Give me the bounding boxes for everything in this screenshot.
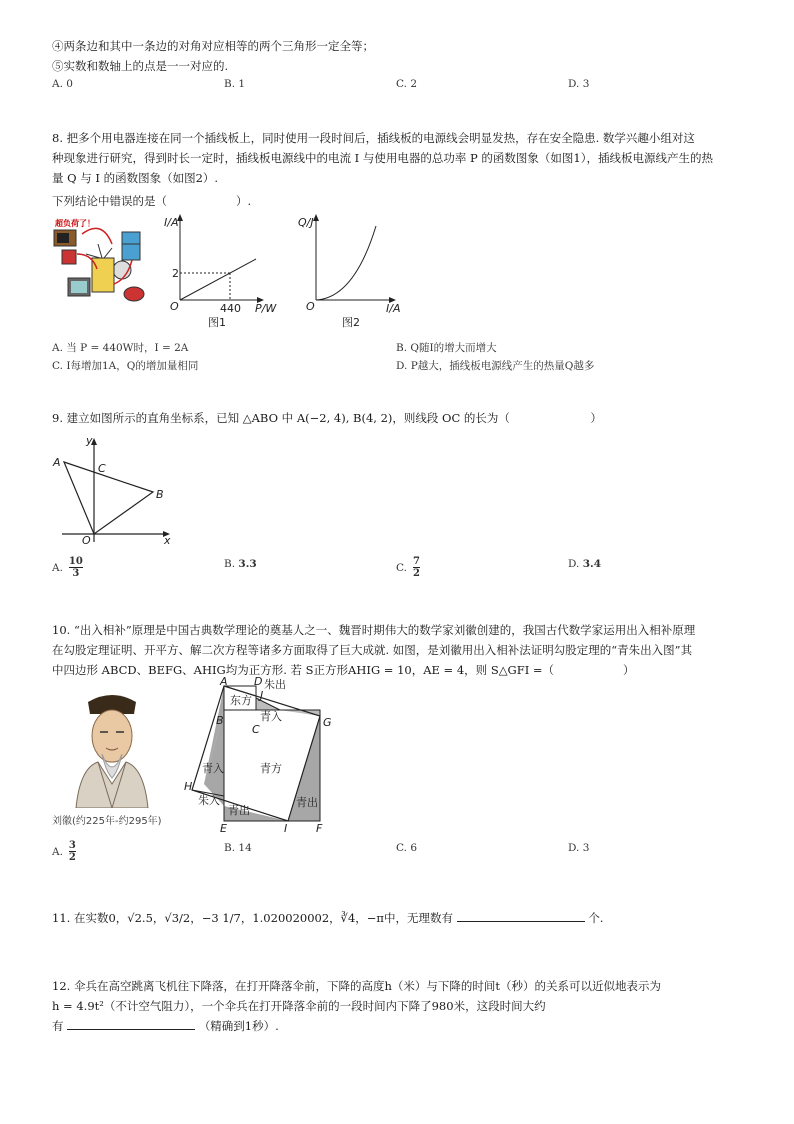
- q9-label-y: y: [86, 434, 93, 447]
- fig1-tick-y: 2: [172, 267, 179, 280]
- q10-stem-line3: 中四边形 ABCD、BEFG、AHIG均为正方形. 若 S正方形AHIG = 10，AE = 4，则 S△GFI =（ ）: [52, 663, 635, 677]
- q8-stem-line4: 下列结论中错误的是（ ）.: [52, 194, 252, 208]
- label-qingru-top: 青入: [260, 710, 282, 723]
- q8-figure-1: [160, 212, 285, 330]
- q9-stem: 9. 建立如图所示的直角坐标系，已知 △ABO 中 A(−2, 4), B(4, 2)，则线段 OC 的长为（ ）: [52, 411, 602, 425]
- qing-zhu-figure: [180, 676, 340, 834]
- q8-stem-line3: 量 Q 与 I 的函数图象（如图2）.: [52, 171, 219, 185]
- q10-stem-line2: 在勾股定理证明、开平方、解二次方程等诸多方面取得了巨大成就. 如图，是刘徽用出入相补法证明勾股定理的“青朱出入图”其: [52, 643, 693, 657]
- label-zhuchu: 朱出: [264, 678, 286, 691]
- q7-option-a: A. 0: [52, 78, 73, 90]
- q10-option-d: D. 3: [568, 842, 590, 854]
- q8-figure-2: [296, 212, 416, 330]
- overload-cartoon: [52, 214, 152, 310]
- q11-stem: 11. 在实数0，√2.5，√3/2，−3 1/7，1.020020002，∛4，−π中，无理数有 个.: [52, 911, 604, 925]
- q8-stem-line2: 种现象进行研究，得到时长一定时，插线板电源线中的电流 I 与使用电器的总功率 P 的函数图象（如图1），插线板电源线产生的热: [52, 151, 713, 165]
- label-a: A: [220, 676, 228, 688]
- q9-option-c: C. $\frac{7}{2}$: [396, 556, 420, 579]
- label-c: C: [252, 723, 260, 736]
- label-g: G: [323, 716, 332, 729]
- label-j: J: [260, 689, 264, 702]
- q12-stem-line3: 有 （精确到1秒）.: [52, 1019, 279, 1033]
- label-h: H: [184, 780, 193, 793]
- q12-answer-blank[interactable]: [67, 1019, 195, 1030]
- fig1-caption: 图1: [208, 316, 226, 329]
- q9-option-d: D. 3.4: [568, 558, 602, 570]
- q8-option-b: B. Q随I的增大而增大: [396, 342, 497, 354]
- label-qingchu-right: 青出: [296, 796, 318, 809]
- q9-label-a: A: [53, 456, 61, 469]
- q9-figure: [52, 432, 182, 547]
- fig1-x-label: P/W: [255, 302, 277, 315]
- fig1-origin: O: [170, 300, 179, 313]
- q8-option-c: C. I每增加1A，Q的增加量相同: [52, 360, 199, 372]
- q9-label-b: B: [156, 488, 164, 501]
- q8-option-a: A. 当 P = 440W时，I = 2A: [52, 342, 189, 354]
- label-d: D: [254, 676, 263, 688]
- label-f: F: [316, 822, 323, 834]
- cartoon-caption: 超负荷了！: [55, 219, 95, 228]
- q10-stem-line1: 10. “出入相补”原理是中国古典数学理论的奠基人之一、魏晋时期伟大的数学家刘徽创建的，我国古代数学家运用出入相补原理: [52, 623, 696, 637]
- fig2-y-label: Q/J: [298, 216, 314, 229]
- label-qingfang: 青方: [260, 762, 282, 775]
- q7-statement-5: ⑤实数和数轴上的点是一一对应的.: [52, 59, 229, 73]
- label-e: E: [220, 822, 227, 834]
- fig1-y-label: I/A: [164, 216, 179, 229]
- q9-option-a: A. $\frac{10}{3}$: [52, 556, 83, 579]
- q8-stem-line1: 8. 把多个用电器连接在同一个插线板上，同时使用一段时间后，插线板的电源线会明显发热，存在安全隐患. 数学兴趣小组对这: [52, 131, 695, 145]
- fig2-origin: O: [306, 300, 315, 313]
- q7-option-d: D. 3: [568, 78, 590, 90]
- q7-statement-4: ④两条边和其中一条边的对角对应相等的两个三角形一定全等；: [52, 39, 374, 53]
- label-dongfang: 东方: [230, 694, 252, 707]
- q10-option-b: B. 14: [224, 842, 252, 854]
- fig2-curve: [316, 226, 376, 300]
- label-b: B: [216, 714, 224, 727]
- label-zhuru: 朱入: [198, 794, 220, 807]
- q10-option-c: C. 6: [396, 842, 418, 854]
- q9-option-b: B. 3.3: [224, 558, 257, 570]
- q9-label-x: x: [164, 534, 171, 547]
- q11-answer-blank[interactable]: [457, 911, 585, 922]
- q10-option-a: A. $\frac{3}{2}$: [52, 840, 76, 863]
- q12-stem-line1: 12. 伞兵在高空跳离飞机往下降落，在打开降落伞前，下降的高度h（米）与下降的时间t（秒）的关系可以近似地表示为: [52, 979, 661, 993]
- q8-option-d: D. P越大，插线板电源线产生的热量Q越多: [396, 360, 595, 372]
- fig1-line: [180, 259, 256, 300]
- q7-option-b: B. 1: [224, 78, 246, 90]
- q7-option-c: C. 2: [396, 78, 418, 90]
- q9-label-o: O: [82, 534, 91, 547]
- label-qingchu-bottom: 青出: [228, 804, 250, 817]
- liu-hui-portrait: [62, 688, 162, 808]
- q12-stem-line2: h = 4.9t²（不计空气阻力），一个伞兵在打开降落伞前的一段时间内下降了980米，这段时间大约: [52, 999, 546, 1013]
- fig2-caption: 图2: [342, 316, 360, 329]
- portrait-caption: 刘徽(约225年-约295年): [52, 816, 162, 827]
- fig1-tick-x: 440: [220, 302, 241, 315]
- fig2-x-label: I/A: [386, 302, 401, 315]
- triangle-abo: [64, 462, 153, 534]
- label-i: I: [284, 822, 288, 834]
- q9-label-c: C: [98, 462, 106, 475]
- label-qingru-left: 青入: [202, 762, 224, 775]
